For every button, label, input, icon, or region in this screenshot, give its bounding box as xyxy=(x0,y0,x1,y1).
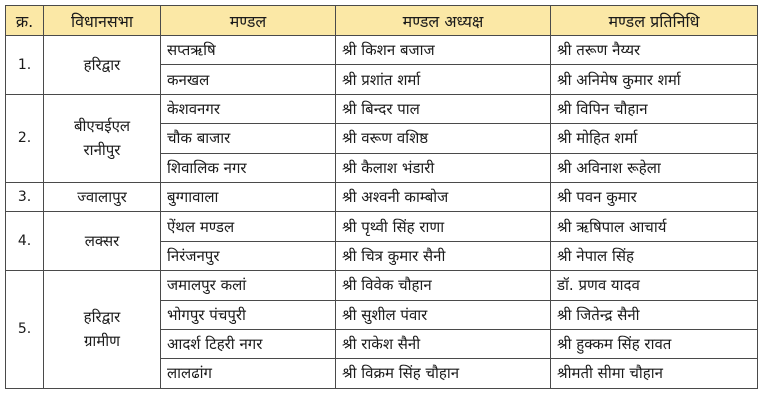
mandal-cell: निरंजनपुर xyxy=(161,241,336,270)
constituency-line: रानीपुर xyxy=(83,141,121,160)
header-constituency: विधानसभा xyxy=(44,6,161,36)
representative-cell: श्रीमती सीमा चौहान xyxy=(551,359,758,388)
mandal-cell: कनखल xyxy=(161,65,336,94)
mandal-cell: जमालपुर कलां xyxy=(161,271,336,300)
table-row xyxy=(6,94,758,123)
table-container xyxy=(5,5,758,389)
serial-cell: 1. xyxy=(6,36,44,95)
serial-cell: 3. xyxy=(6,182,44,211)
table-row xyxy=(6,271,758,300)
header-mandal: मण्डल xyxy=(161,6,336,36)
constituency-cell xyxy=(44,94,161,182)
serial-cell: 4. xyxy=(6,212,44,271)
president-cell: श्री कैलाश भंडारी xyxy=(336,153,551,182)
president-cell: श्री चित्र कुमार सैनी xyxy=(336,241,551,270)
representative-cell: श्री तरूण नैय्यर xyxy=(551,36,758,65)
table-body xyxy=(6,36,758,389)
president-cell: श्री वरूण वशिष्ठ xyxy=(336,124,551,153)
president-cell: श्री विवेक चौहान xyxy=(336,271,551,300)
mandal-cell: सप्तऋषि xyxy=(161,36,336,65)
president-cell: श्री राकेश सैनी xyxy=(336,329,551,358)
header-serial: क्र. xyxy=(6,6,44,36)
mandal-cell: शिवालिक नगर xyxy=(161,153,336,182)
representative-cell: श्री हुक्कम सिंह रावत xyxy=(551,329,758,358)
table-row xyxy=(6,182,758,211)
constituency-line: लक्सर xyxy=(84,232,120,251)
president-cell: श्री पृथ्वी सिंह राणा xyxy=(336,212,551,241)
representative-cell: श्री विपिन चौहान xyxy=(551,94,758,123)
constituency-line: हरिद्वार xyxy=(83,55,121,74)
serial-cell: 5. xyxy=(6,271,44,389)
mandal-cell: केशवनगर xyxy=(161,94,336,123)
representative-cell: श्री अविनाश रूहेला xyxy=(551,153,758,182)
header-representative: मण्डल प्रतिनिधि xyxy=(551,6,758,36)
mandal-table xyxy=(5,5,758,389)
representative-cell: श्री ऋषिपाल आचार्य xyxy=(551,212,758,241)
constituency-cell xyxy=(44,36,161,95)
president-cell: श्री सुशील पंवार xyxy=(336,300,551,329)
president-cell: श्री प्रशांत शर्मा xyxy=(336,65,551,94)
representative-cell: श्री मोहित शर्मा xyxy=(551,124,758,153)
president-cell: श्री बिन्दर पाल xyxy=(336,94,551,123)
president-cell: श्री विक्रम सिंह चौहान xyxy=(336,359,551,388)
constituency-cell xyxy=(44,271,161,389)
constituency-cell xyxy=(44,182,161,211)
mandal-cell: ऐंथल मण्डल xyxy=(161,212,336,241)
serial-cell: 2. xyxy=(6,94,44,182)
mandal-cell: बुग्गावाला xyxy=(161,182,336,211)
mandal-cell: चौक बाजार xyxy=(161,124,336,153)
constituency-cell xyxy=(44,212,161,271)
representative-cell: श्री पवन कुमार xyxy=(551,182,758,211)
table-row xyxy=(6,36,758,65)
constituency-line: हरिद्वार xyxy=(83,308,121,327)
header-row xyxy=(6,6,758,36)
president-cell: श्री अश्वनी काम्बोज xyxy=(336,182,551,211)
constituency-line: बीएचईएल xyxy=(73,117,131,136)
constituency-line: ज्वालापुर xyxy=(77,188,127,207)
mandal-cell: लालढांग xyxy=(161,359,336,388)
president-cell: श्री किशन बजाज xyxy=(336,36,551,65)
representative-cell: श्री जितेन्द्र सैनी xyxy=(551,300,758,329)
header-president: मण्डल अध्यक्ष xyxy=(336,6,551,36)
representative-cell: डॉ. प्रणव यादव xyxy=(551,271,758,300)
mandal-cell: भोगपुर पंचपुरी xyxy=(161,300,336,329)
representative-cell: श्री अनिमेष कुमार शर्मा xyxy=(551,65,758,94)
table-row xyxy=(6,212,758,241)
mandal-cell: आदर्श टिहरी नगर xyxy=(161,329,336,358)
constituency-line: ग्रामीण xyxy=(83,332,121,351)
representative-cell: श्री नेपाल सिंह xyxy=(551,241,758,270)
